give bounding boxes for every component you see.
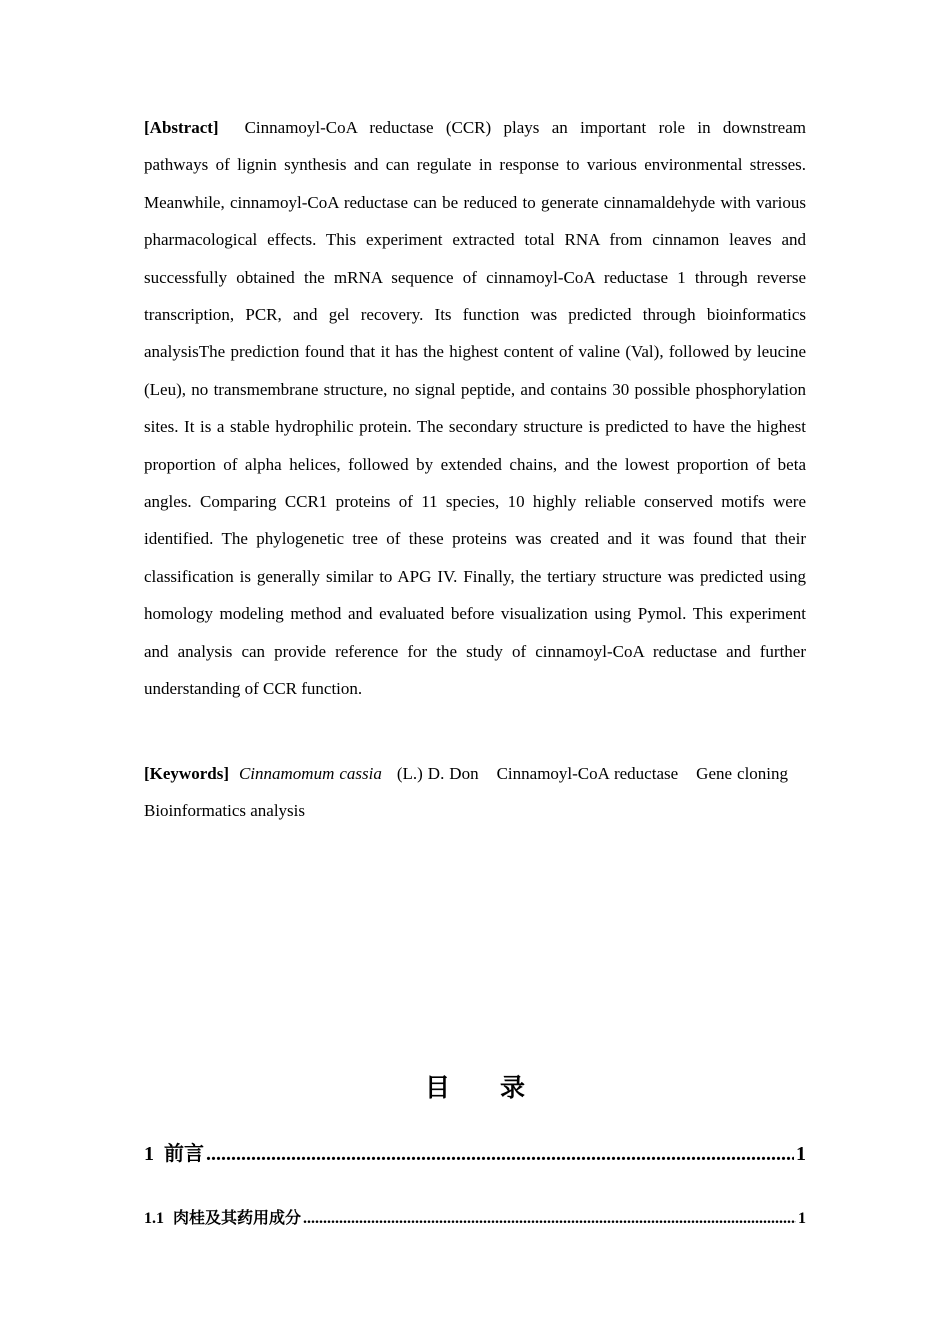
toc-leader-dots xyxy=(206,1143,794,1166)
toc-entry-number: 1 xyxy=(144,1143,154,1165)
keyword-1: Cinnamoyl-CoA reductase xyxy=(496,763,679,783)
keywords-paragraph xyxy=(144,755,806,830)
toc-entry-1[interactable] xyxy=(144,1137,806,1166)
keyword-species-author: (L.) D. Don xyxy=(396,763,479,783)
toc-title xyxy=(0,1068,950,1104)
toc-title-right: 录 xyxy=(500,1073,526,1102)
toc-entry-page: 1 xyxy=(798,1210,806,1227)
toc-entry-title: 肉桂及其药用成分 xyxy=(173,1208,302,1227)
toc-entry-page: 1 xyxy=(796,1143,806,1165)
keywords-label: [Keywords] xyxy=(144,763,229,783)
keyword-3: Bioinformatics analysis xyxy=(144,800,306,820)
abstract-paragraph xyxy=(144,109,806,708)
abstract-label: [Abstract] xyxy=(144,118,219,137)
document-body xyxy=(144,109,806,829)
toc-entry-number: 1.1 xyxy=(144,1210,164,1227)
toc-entry-title: 前言 xyxy=(164,1141,204,1165)
keyword-2: Gene cloning xyxy=(696,763,789,783)
toc-title-left: 目 xyxy=(424,1073,450,1102)
toc-leader-dots xyxy=(303,1210,796,1228)
abstract-text: Cinnamoyl-CoA reductase (CCR) plays an important role in downstream pathways of lignin synthesis and can regulate in response to various environmental stresses. Meanwhile, cinnamoyl-CoA reductase can be reduced to generate cinnamaldehyde with various pharmacological effects. This experiment extracted total RNA from cinnamon leaves and successfully obtained the mRNA sequence of cinnamoyl-CoA reductase 1 through reverse transcription, PCR, and gel recovery. Its function was predicted through bioinformatics analysisThe prediction found that it has the highest content of valine (Val), followed by leucine (Leu), no transmembrane structure, no signal peptide, and contains 30 possible phosphorylation sites. It is a stable hydrophilic protein. The secondary structure is predicted to have the highest proportion of alpha helices, followed by extended chains, and the lowest proportion of beta angles. Comparing CCR1 proteins of 11 species, 10 highly reliable conserved motifs were identified. The phylogenetic tree of these proteins was created and it was found that their classification is generally similar to APG IV. Finally, the tertiary structure was predicted using homology modeling method and evaluated before visualization using Pymol. This experiment and analysis can provide reference for the study of cinnamoyl-CoA reductase and further understanding of CCR function. xyxy=(144,118,806,699)
toc-entry-1-1[interactable] xyxy=(144,1205,806,1228)
keyword-species: Cinnamomum cassia xyxy=(238,763,382,783)
